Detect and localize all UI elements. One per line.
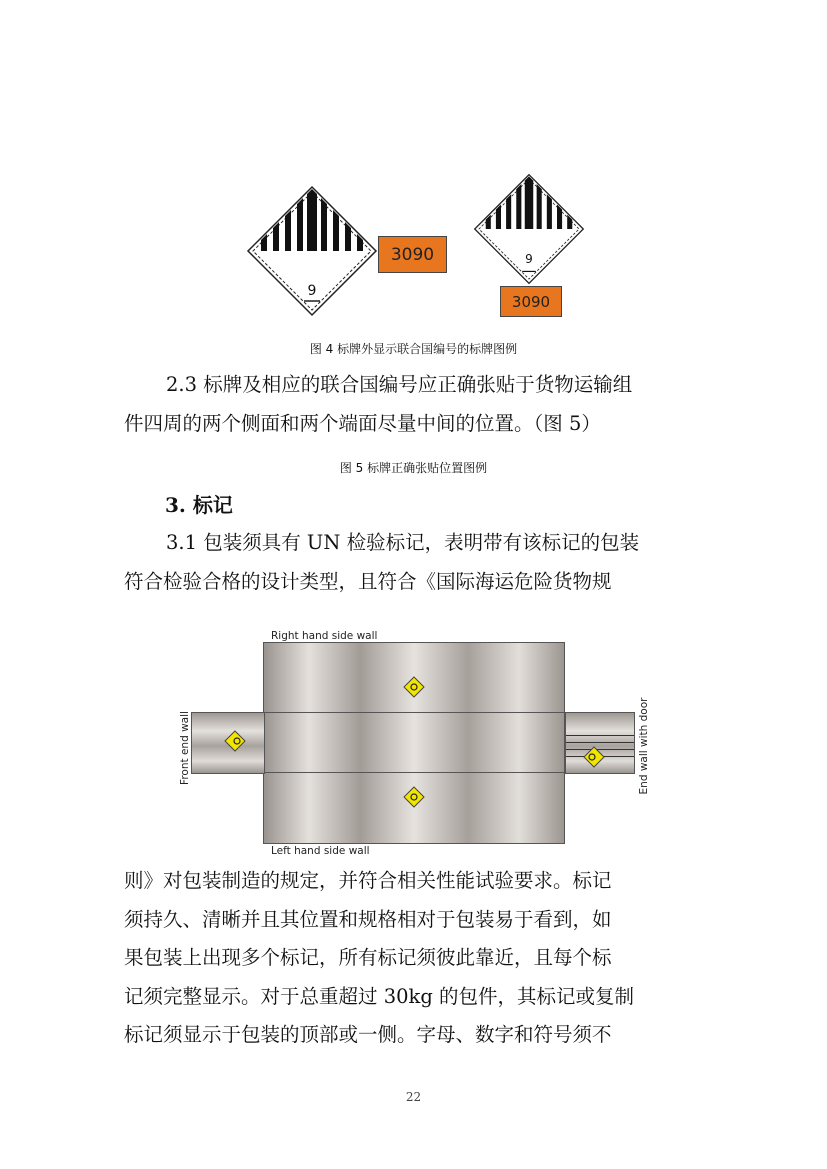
stripes-icon	[486, 176, 573, 229]
right-side-wall-label: Right hand side wall	[271, 630, 378, 642]
front-end-wall-label: Front end wall	[179, 711, 191, 785]
text-line: 2.3 标牌及相应的联合国编号应正确张贴于货物运输组	[166, 373, 633, 396]
left-side-wall-label: Left hand side wall	[271, 845, 370, 857]
placard-on-right-wall-icon	[403, 676, 425, 698]
text-line: 果包装上出现多个标记，所有标记须彼此靠近，且每个标	[124, 946, 612, 969]
class-9-placard-right	[473, 173, 585, 285]
placard-on-left-wall-icon	[403, 786, 425, 808]
door-end-wall-label: End wall with door	[638, 697, 650, 795]
page-number: 22	[405, 1090, 422, 1104]
text-line: 3.1 包装须具有 UN 检验标记，表明带有该标记的包装	[166, 531, 640, 554]
text-line: 须持久、清晰并且其位置和规格相对于包装易于看到，如	[124, 907, 612, 931]
paragraph-3-1	[124, 524, 704, 601]
stripes-icon	[261, 189, 363, 251]
text-line: 标记须显示于包装的顶部或一侧。字母、数字和符号须不	[124, 1023, 612, 1046]
placard-on-door-wall-icon	[583, 746, 605, 768]
paragraph-3-1-continued	[124, 862, 704, 1055]
placard-class-number-right: 9	[525, 252, 533, 266]
un-number-plate-right: 3090	[500, 286, 562, 317]
figure-5-caption: 图 5 标牌正确张贴位置图例	[339, 461, 488, 475]
placard-class-number-left: 9	[307, 283, 317, 299]
section-heading: 3. 标记	[165, 493, 233, 517]
paragraph-2-3	[124, 366, 704, 443]
un-number-plate-left: 3090	[378, 236, 447, 273]
placard-on-front-wall-icon	[224, 730, 246, 752]
figure-4-caption: 图 4 标牌外显示联合国编号的标牌图例	[309, 342, 518, 356]
text-line: 符合检验合格的设计类型，且符合《国际海运危险货物规	[124, 569, 612, 593]
text-line: 件四周的两个侧面和两个端面尽量中间的位置。（图 5）	[124, 411, 601, 435]
container-roof-panel	[263, 712, 565, 774]
text-line: 则》对包装制造的规定，并符合相关性能试验要求。标记	[124, 869, 612, 892]
left-side-wall-panel	[263, 772, 565, 844]
text-line: 记须完整显示。对于总重超过 30kg 的包件，其标记或复制	[124, 984, 635, 1008]
